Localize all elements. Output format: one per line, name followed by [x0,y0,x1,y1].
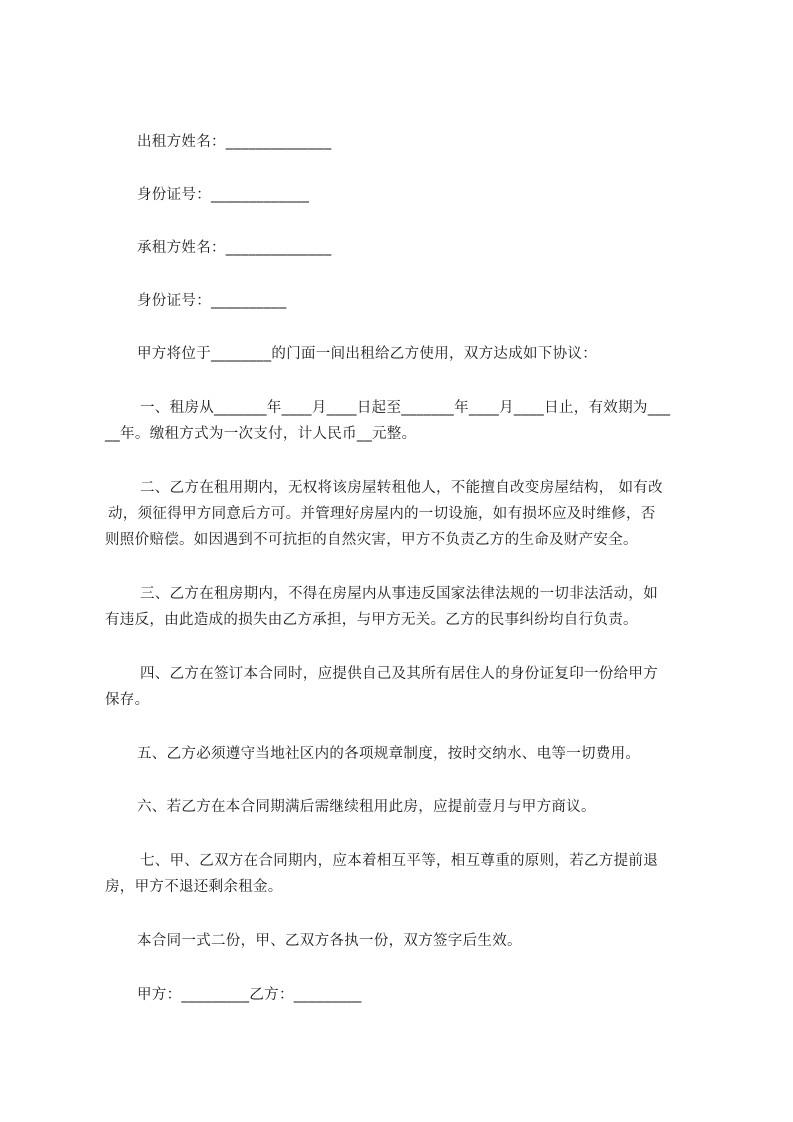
clause-5: 五、乙方必须遵守当地社区内的各项规章制度，按时交纳水、电等一切费用。 [137,746,641,762]
lessee-id-field: 身份证号：__________ [137,293,287,309]
signature-line: 甲方：_________乙方：_________ [137,987,362,1003]
lessor-id-field: 身份证号：_____________ [137,187,310,203]
lessee-name-field: 承租方姓名：______________ [137,240,332,256]
clause-2-line-2: 动，须征得甲方同意后方可。并管理好房屋内的一切设施，如有损坏应及时维修，否 [108,506,656,522]
clause-1-line-1: 一、租房从_______年____月____日起至_______年____月____日止，有效期为___ [140,400,671,416]
clause-6: 六、若乙方在本合同期满后需继续租用此房，应提前壹月与甲方商议。 [137,799,596,815]
clause-4-line-2: 保存。 [105,692,150,708]
clause-7-line-2: 房，甲方不退还剩余租金。 [105,879,283,895]
clause-4-line-1: 四、乙方在签订本合同时，应提供自己及其所有居住人的身份证复印一份给甲方 [140,666,658,682]
clause-3-line-1: 三、乙方在租房期内，不得在房屋内从事违反国家法律法规的一切非法活动，如 [140,586,658,602]
clause-3-line-2: 有违反，由此造成的损失由乙方承担，与甲方无关。乙方的民事纠纷均自行负责。 [105,612,638,628]
clause-2-line-3: 则照价赔偿。如因遇到不可抗拒的自然灾害，甲方不负责乙方的生命及财产安全。 [105,532,638,548]
lessor-name-field: 出租方姓名：______________ [137,134,332,150]
clause-1-line-2: __年。缴租方式为一次支付，计人民币__元整。 [105,426,417,442]
clause-2-line-1: 二、乙方在租用期内，无权将该房屋转租他人，不能擅自改变房屋结构， 如有改 [140,480,663,496]
clause-7-line-1: 七、甲、乙双方在合同期内，应本着相互平等，相互尊重的原则，若乙方提前退 [140,853,658,869]
closing-statement: 本合同一式二份，甲、乙双方各执一份，双方签字后生效。 [137,933,522,949]
intro-paragraph: 甲方将位于________的门面一间出租给乙方使用，双方达成如下协议： [137,346,597,362]
